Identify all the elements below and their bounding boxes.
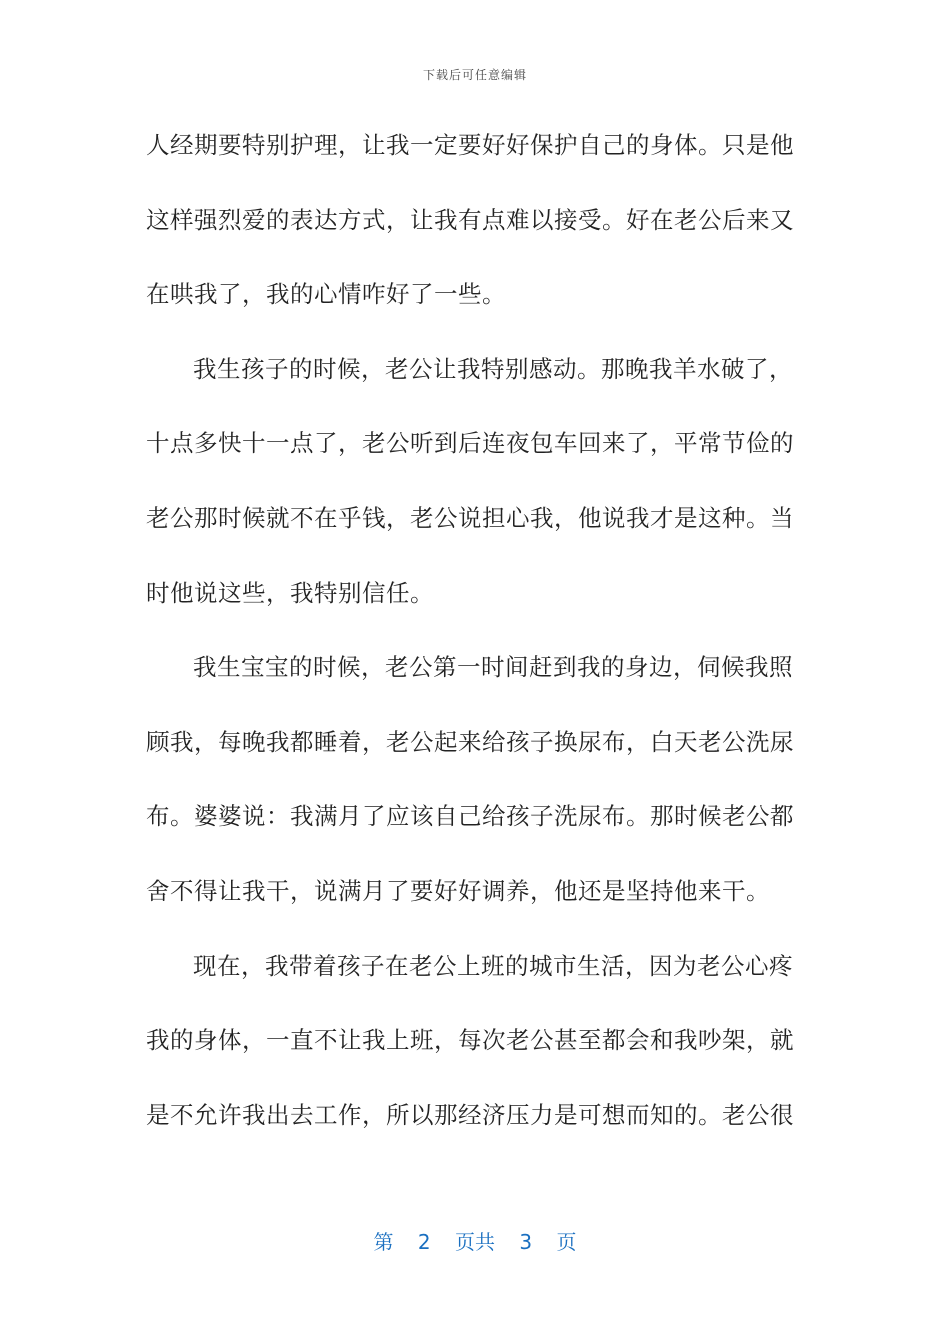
footer-current-page: 2 — [417, 1230, 431, 1254]
text-line: 我的身体，一直不让我上班，每次老公甚至都会和我吵架，就 — [146, 1026, 794, 1055]
text-line: 现在，我带着孩子在老公上班的城市生活，因为老公心疼 — [193, 951, 793, 980]
text-line: 这样强烈爱的表达方式，让我有点难以接受。好在老公后来又 — [146, 205, 794, 234]
page-footer — [0, 1226, 950, 1255]
footer-total-pages: 3 — [519, 1230, 533, 1254]
text-line: 我生宝宝的时候，老公第一时间赶到我的身边，伺候我照 — [193, 653, 793, 682]
text-line: 我生孩子的时候，老公让我特别感动。那晚我羊水破了， — [193, 354, 793, 383]
footer-prefix: 第 — [373, 1230, 394, 1254]
document-body — [146, 120, 794, 1164]
text-line: 十点多快十一点了，老公听到后连夜包车回来了，平常节俭的 — [146, 429, 794, 458]
text-line: 舍不得让我干，说满月了要好好调养，他还是坚持他来干。 — [146, 876, 770, 905]
text-line: 顾我，每晚我都睡着，老公起来给孩子换尿布，白天老公洗尿 — [146, 727, 794, 756]
page-header: 下载后可任意编辑 — [422, 68, 527, 82]
text-line: 在哄我了，我的心情咋好了一些。 — [146, 280, 506, 309]
text-line: 是不允许我出去工作，所以那经济压力是可想而知的。老公很 — [146, 1100, 794, 1129]
text-line: 老公那时候就不在乎钱，老公说担心我，他说我才是这种。当 — [146, 503, 794, 532]
footer-middle: 页共 — [455, 1230, 495, 1254]
footer-suffix: 页 — [556, 1230, 577, 1254]
text-line: 时他说这些，我特别信任。 — [146, 578, 434, 607]
text-line: 人经期要特别护理，让我一定要好好保护自己的身体。只是他 — [146, 131, 794, 159]
text-line: 布。婆婆说：我满月了应该自己给孩子洗尿布。那时候老公都 — [146, 802, 794, 831]
